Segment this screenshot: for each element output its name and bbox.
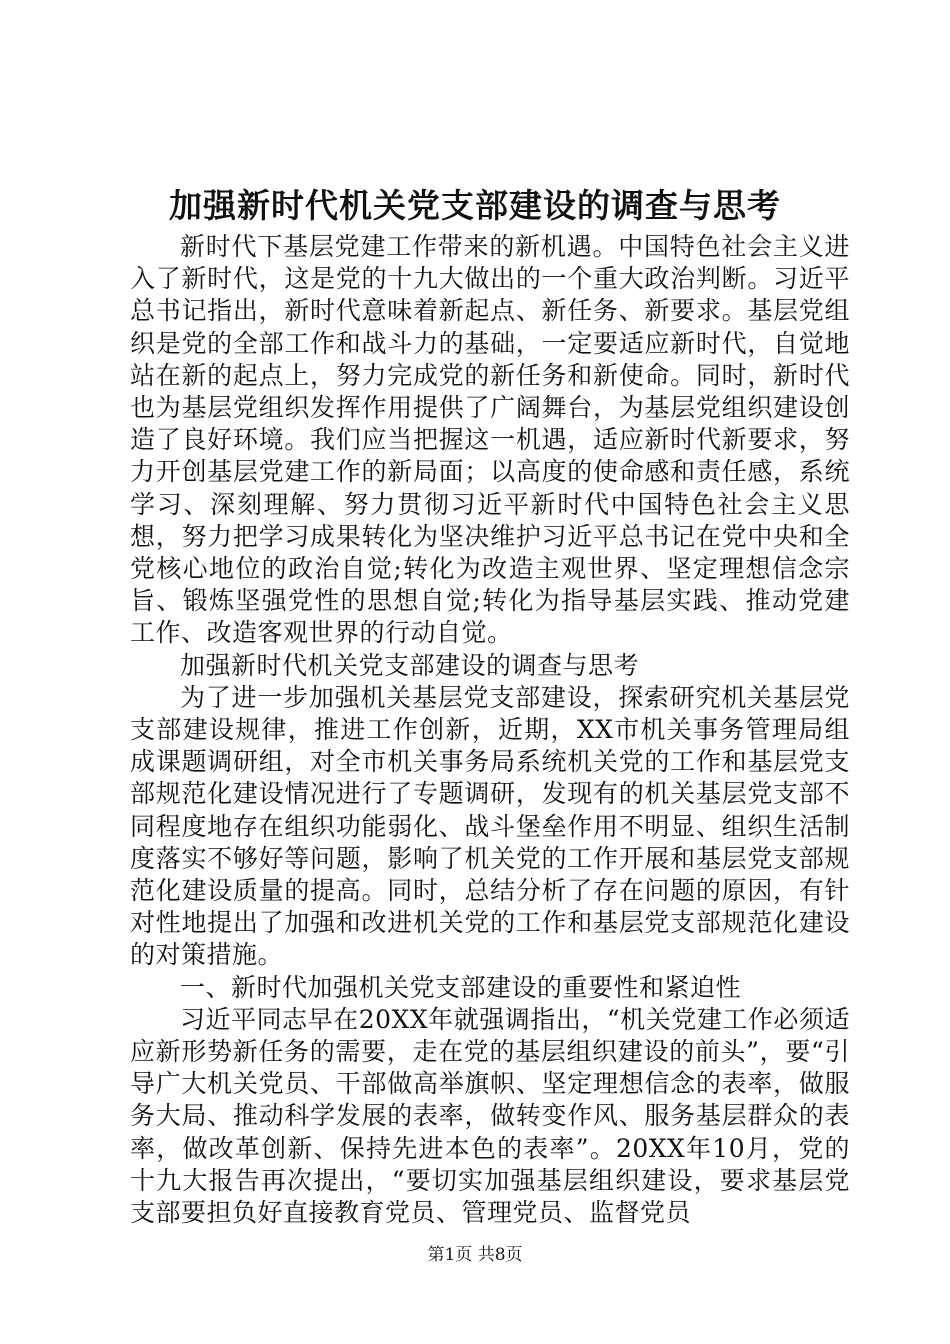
document-title: 加强新时代机关党支部建设的调查与思考 [169, 186, 781, 225]
page-number-footer: 第1页 共8页 [427, 1245, 523, 1265]
section-subtitle: 加强新时代机关党支部建设的调查与思考 [180, 650, 640, 680]
paragraph-xi-quote: 习近平同志早在20XX年就强调指出，“机关党建工作必须适应新形势新任务的需要，走在党的基层组织建设的前头”，要“引导广大机关党员、干部做高举旗帜、坚定理想信念的表率，做服务大局、推动科学发展的表率，做转变作风、服务基层群众的表率，做改革创新、保持先进本色的表率”。20XX年10月，党的十九大报告再次提出，“要切实加强基层组织建设，要求基层党支部要担负好直接教育党员、管理党员、监督党员 [130, 1004, 850, 1228]
section-heading-importance: 一、新时代加强机关党支部建设的重要性和紧迫性 [180, 972, 742, 1002]
document-body [130, 231, 850, 1229]
paragraph-research-overview: 为了进一步加强机关基层党支部建设，探索研究机关基层党支部建设规律，推进工作创新，近期，XX市机关事务管理局组成课题调研组，对全市机关事务局系统机关党的工作和基层党支部规范化建设情况进行了专题调研，发现有的机关基层党支部不同程度地存在组织功能弱化、战斗堡垒作用不明显、组织生活制度落实不够好等问题，影响了机关党的工作开展和基层党支部规范化建设质量的提高。同时，总结分析了存在问题的原因，有针对性地提出了加强和改进机关党的工作和基层党支部规范化建设的对策措施。 [130, 682, 850, 970]
paragraph-new-era-opportunity: 新时代下基层党建工作带来的新机遇。中国特色社会主义进入了新时代，这是党的十九大做出的一个重大政治判断。习近平总书记指出，新时代意味着新起点、新任务、新要求。基层党组织是党的全部工作和战斗力的基础，一定要适应新时代，自觉地站在新的起点上，努力完成党的新任务和新使命。同时，新时代也为基层党组织发挥作用提供了广阔舞台，为基层党组织建设创造了良好环境。我们应当把握这一机遇，适应新时代新要求，努力开创基层党建工作的新局面；以高度的使命感和责任感，系统学习、深刻理解、努力贯彻习近平新时代中国特色社会主义思想，努力把学习成果转化为坚决维护习近平总书记在党中央和全党核心地位的政治自觉;转化为改造主观世界、坚定理想信念宗旨、锻炼坚强党性的思想自觉;转化为指导基层实践、推动党建工作、改造客观世界的行动自觉。 [130, 232, 850, 648]
